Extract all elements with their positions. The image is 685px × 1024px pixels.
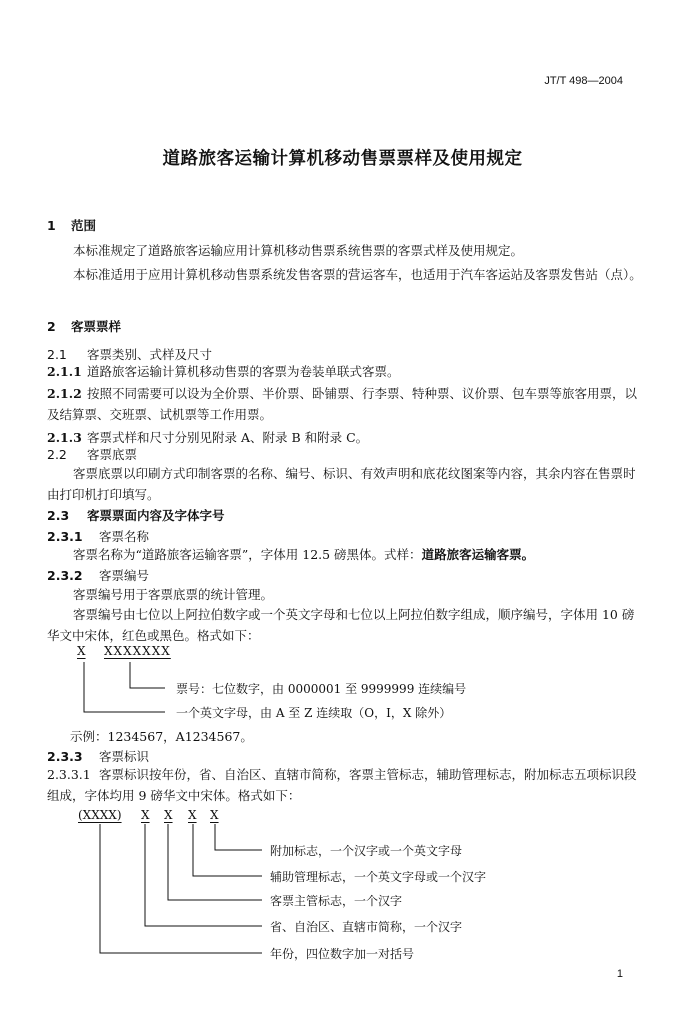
section-2-3-1-title: 客票名称 xyxy=(99,529,150,544)
section-2-1-1-text: 道路旅客运输计算机移动售票的客票为卷装单联式客票。 xyxy=(87,364,400,379)
section-2-1-title: 客票类别、式样及尺寸 xyxy=(87,347,213,362)
section-2-3-2-paragraph-1: 客票编号用于客票底票的统计管理。 xyxy=(73,587,274,602)
mark-format-label-year: 年份，四位数字加一对括号 xyxy=(270,947,415,961)
section-2-3-2-title: 客票编号 xyxy=(99,568,150,583)
section-2-1-number: 2.1 xyxy=(47,347,67,362)
section-2-2-paragraph: 客票底票以印刷方式印制客票的名称、编号、标识、有效声明和底花纹图案等内容，其余内容在售票时由打印机打印填写。 xyxy=(47,466,636,502)
section-2-3-3-1-text: 客票标识按年份，省、自治区、直辖市简称，客票主管标志，辅助管理标志，附加标志五项标识段组成，字体均用 9 磅华文中宋体。格式如下： xyxy=(47,767,637,803)
section-2-2-title: 客票底票 xyxy=(87,447,138,462)
section-2-3-3-1 xyxy=(47,764,642,806)
section-1-title: 范围 xyxy=(71,218,97,233)
section-2-3-3-number: 2.3.3 xyxy=(47,749,83,764)
section-1-number: 1 xyxy=(47,218,56,233)
serial-format-digits-label: 票号：七位数字，由 0000001 至 9999999 连续编号 xyxy=(176,682,467,696)
section-2-1-2-number: 2.1.2 xyxy=(47,386,82,401)
section-2-3-3-1-number: 2.3.3.1 xyxy=(47,767,91,782)
serial-format-digits: XXXXXXX xyxy=(104,644,171,658)
section-2-3-3-heading xyxy=(47,747,149,765)
section-2-1-3-number: 2.1.3 xyxy=(47,430,82,445)
page-title: 道路旅客运输计算机移动售票票样及使用规定 xyxy=(162,149,523,169)
section-2-3-3-title: 客票标识 xyxy=(99,749,150,764)
serial-format-letter-label: 一个英文字母，由 A 至 Z 连续取（O，I，X 除外） xyxy=(176,706,452,720)
mark-format-label-province: 省、自治区、直辖市简称，一个汉字 xyxy=(270,920,463,934)
serial-example: 示例：1234567，A1234567。 xyxy=(70,729,253,744)
serial-format-prefix: X xyxy=(77,644,86,658)
section-2-3-1-number: 2.3.1 xyxy=(47,529,83,544)
ticket-name-sample: 道路旅客运输客票。 xyxy=(421,547,535,562)
mark-format-label-auxiliary: 辅助管理标志，一个英文字母或一个汉字 xyxy=(270,870,487,884)
section-2-number: 2 xyxy=(47,319,56,334)
section-2-1-1-number: 2.1.1 xyxy=(47,364,82,379)
mark-format-x2: X xyxy=(164,808,173,822)
section-1-paragraph-1: 本标准规定了道路旅客运输应用计算机移动售票系统售票的客票式样及使用规定。 xyxy=(73,243,524,258)
section-2-3-title: 客票票面内容及字体字号 xyxy=(87,508,225,523)
standard-code: JT/T 498—2004 xyxy=(544,75,623,87)
section-2-3-2-number: 2.3.2 xyxy=(47,568,83,583)
section-2-3-number: 2.3 xyxy=(47,508,70,523)
section-2-title: 客票票样 xyxy=(71,319,122,334)
section-2-3-1-text: 客票名称为“道路旅客运输客票”，字体用 12.5 磅黑体。式样： xyxy=(73,547,422,562)
section-2-3-2-paragraph-2: 客票编号由七位以上阿拉伯数字或一个英文字母和七位以上阿拉伯数字组成，顺序编号，字体用 10 磅华文中宋体，红色或黑色。格式如下： xyxy=(47,607,635,643)
mark-format-x4: X xyxy=(210,808,219,822)
mark-format-x1: X xyxy=(141,808,150,822)
page-number: 1 xyxy=(616,968,623,980)
section-2-1-3-text: 客票式样和尺寸分别见附录 A、附录 B 和附录 C。 xyxy=(87,430,369,445)
mark-format-label-authority: 客票主管标志，一个汉字 xyxy=(270,894,403,908)
mark-format-label-additional: 附加标志，一个汉字或一个英文字母 xyxy=(270,844,463,858)
section-2-2-number: 2.2 xyxy=(47,447,67,462)
section-2-1-2-text: 按照不同需要可以设为全价票、半价票、卧铺票、行李票、特种票、议价票、包车票等旅客用票，以及结算票、交班票、试机票等工作用票。 xyxy=(47,386,638,422)
mark-format-year: (XXXX) xyxy=(78,808,122,822)
section-1-paragraph-2: 本标准适用于应用计算机移动售票系统发售客票的营运客车，也适用于汽车客运站及客票发售站（点）。 xyxy=(73,267,642,282)
mark-format-x3: X xyxy=(188,808,197,822)
